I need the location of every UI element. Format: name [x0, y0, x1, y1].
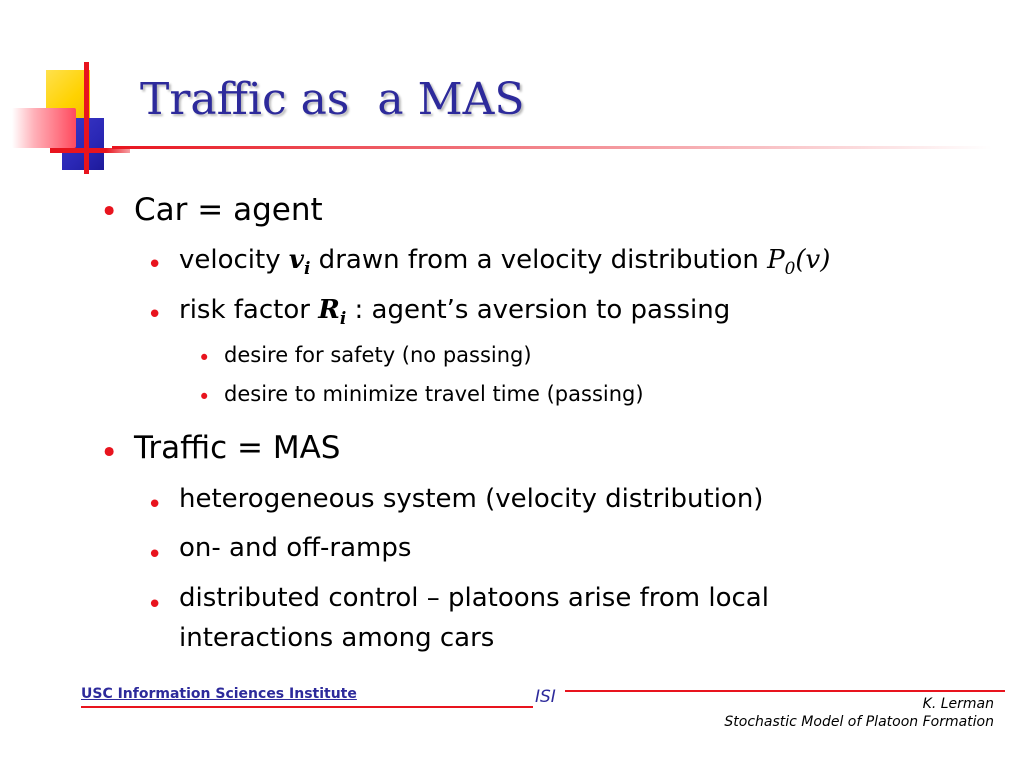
distribution-symbol-argument: (v): [795, 245, 831, 275]
bullet-ramps: on- and off-ramps: [179, 533, 412, 563]
distribution-symbol-subscript: 0: [784, 258, 796, 279]
risk-symbol-subscript: i: [339, 308, 347, 329]
bullet-desire-minimize-time: desire to minimize travel time (passing): [224, 382, 644, 406]
velocity-text-pre: velocity: [179, 245, 289, 275]
title-underline: [112, 146, 992, 149]
footer-rule-left: [81, 706, 533, 708]
bullet-icon: •: [147, 540, 163, 570]
risk-symbol-letter: R: [318, 295, 340, 325]
bullet-icon: •: [147, 250, 163, 280]
distribution-symbol: [767, 245, 831, 279]
risk-text-pre: risk factor: [179, 295, 319, 325]
footer-author: K. Lerman: [922, 696, 994, 712]
bullet-distributed-control-continued: interactions among cars: [179, 623, 495, 653]
footer-isi-logo: ISI: [535, 687, 556, 707]
bullet-car-agent: Car = agent: [134, 192, 323, 228]
footer-institute: USC Information Sciences Institute: [81, 686, 357, 702]
bullet-icon: •: [147, 490, 163, 520]
bullet-traffic-mas: Traffic = MAS: [134, 430, 341, 466]
bullet-velocity: [179, 245, 830, 278]
velocity-symbol: [288, 245, 311, 279]
bullet-distributed-control: distributed control – platoons arise from local: [179, 583, 769, 613]
risk-symbol: [318, 295, 347, 329]
bullet-icon: •: [147, 300, 163, 330]
bullet-desire-safety: desire for safety (no passing): [224, 343, 532, 367]
risk-text-post: : agent’s aversion to passing: [346, 295, 731, 325]
bullet-icon: •: [198, 346, 211, 370]
velocity-symbol-letter: v: [288, 245, 304, 275]
logo-pink-square: [12, 108, 76, 148]
bullet-icon: •: [100, 194, 119, 230]
logo-red-vertical-bar: [84, 62, 89, 174]
bullet-icon: •: [198, 385, 211, 409]
velocity-text-mid: drawn from a velocity distribution: [310, 245, 768, 275]
bullet-icon: •: [147, 590, 163, 620]
bullet-heterogeneous: heterogeneous system (velocity distribution): [179, 484, 764, 514]
slide-title: Traffic as a MAS: [140, 74, 525, 125]
footer-rule-right: [565, 690, 1005, 692]
velocity-symbol-subscript: i: [304, 258, 311, 279]
bullet-icon: •: [100, 435, 119, 471]
footer-talk-title: Stochastic Model of Platoon Formation: [724, 714, 994, 730]
bullet-risk-factor: [179, 295, 730, 328]
slide-logo-decoration: [0, 0, 150, 180]
distribution-symbol-letter: P: [767, 245, 785, 275]
